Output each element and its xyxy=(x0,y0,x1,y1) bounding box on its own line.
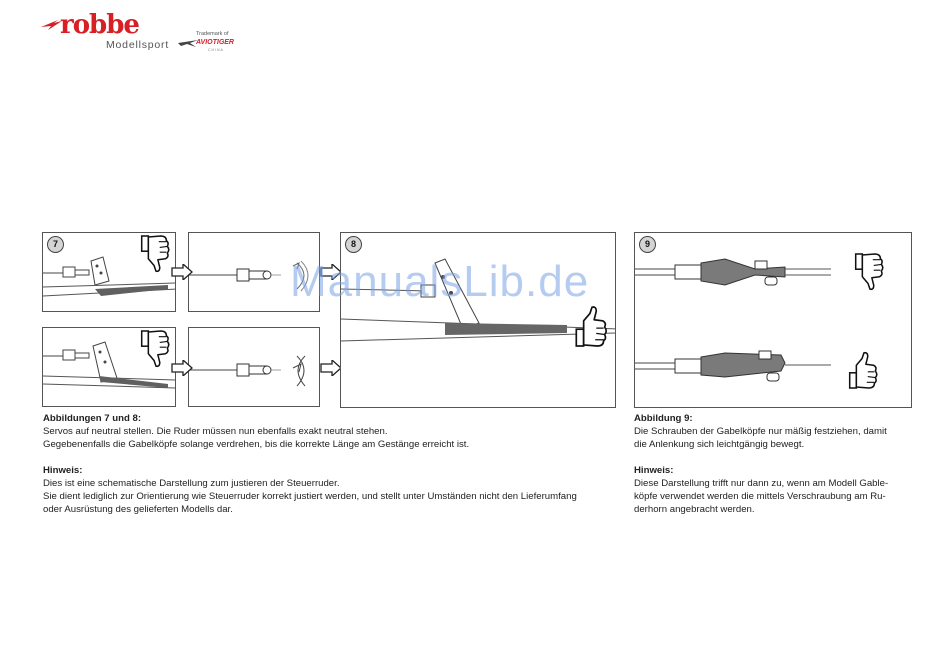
figure-7-panel-top-left xyxy=(42,232,176,312)
text-block-right xyxy=(634,412,888,516)
heading-figures-7-8: Abbildungen 7 und 8: xyxy=(43,413,142,424)
heading-note: Hinweis: xyxy=(634,465,674,476)
text-line: Gegebenenfalls die Gabelköpfe solange verdrehen, bis die korrekte Länge am Gestänge erreicht ist. xyxy=(43,439,470,450)
figure-7-panel-bottom-right xyxy=(188,327,320,407)
text-line: Servos auf neutral stellen. Die Ruder müssen nun ebenfalls exakt neutral stehen. xyxy=(43,426,388,437)
figure-number-8: 8 xyxy=(345,236,362,253)
arrow-right-icon xyxy=(171,264,193,280)
trademark-badge xyxy=(178,31,248,55)
arrow-right-icon xyxy=(320,360,342,376)
heading-note: Hinweis: xyxy=(43,465,83,476)
text-line: Die Schrauben der Gabelköpfe nur mäßig festziehen, damit xyxy=(634,426,887,437)
heading-figure-9: Abbildung 9: xyxy=(634,413,693,424)
trademark-brand: AVIOTIGER xyxy=(196,39,234,46)
robbe-logo xyxy=(40,10,170,54)
text-line: Dies ist eine schematische Darstellung zum justieren der Steuerruder. xyxy=(43,478,340,489)
arrow-right-icon xyxy=(171,360,193,376)
text-line: oder Ausrüstung des gelieferten Modells dar. xyxy=(43,504,233,515)
text-line: Diese Darstellung trifft nur dann zu, wenn am Modell Gable- xyxy=(634,478,889,489)
trademark-label: Trademark of xyxy=(196,31,229,37)
text-line: köpfe verwendet werden die mittels Verschraubung am Ru- xyxy=(634,491,886,502)
figure-number-7: 7 xyxy=(47,236,64,253)
figure-7-panel-bottom-left xyxy=(42,327,176,407)
trademark-sub: CHINA xyxy=(208,48,224,52)
text-block-left xyxy=(43,412,577,516)
plane-icon xyxy=(178,36,198,48)
text-line: derhorn angebracht werden. xyxy=(634,504,755,515)
figure-9-panel xyxy=(634,232,912,408)
text-line: Sie dient lediglich zur Orientierung wie Steuerruder korrekt justiert werden, und stellt unter Umständen nicht den Lieferumfang xyxy=(43,491,577,502)
brand-name: robbe xyxy=(60,10,139,40)
watermark: ManualsLib.de xyxy=(290,257,590,306)
text-line: die Anlenkung sich leichtgängig bewegt. xyxy=(634,439,805,450)
figure-number-9: 9 xyxy=(639,236,656,253)
brand-subtitle: Modellsport xyxy=(106,39,170,51)
